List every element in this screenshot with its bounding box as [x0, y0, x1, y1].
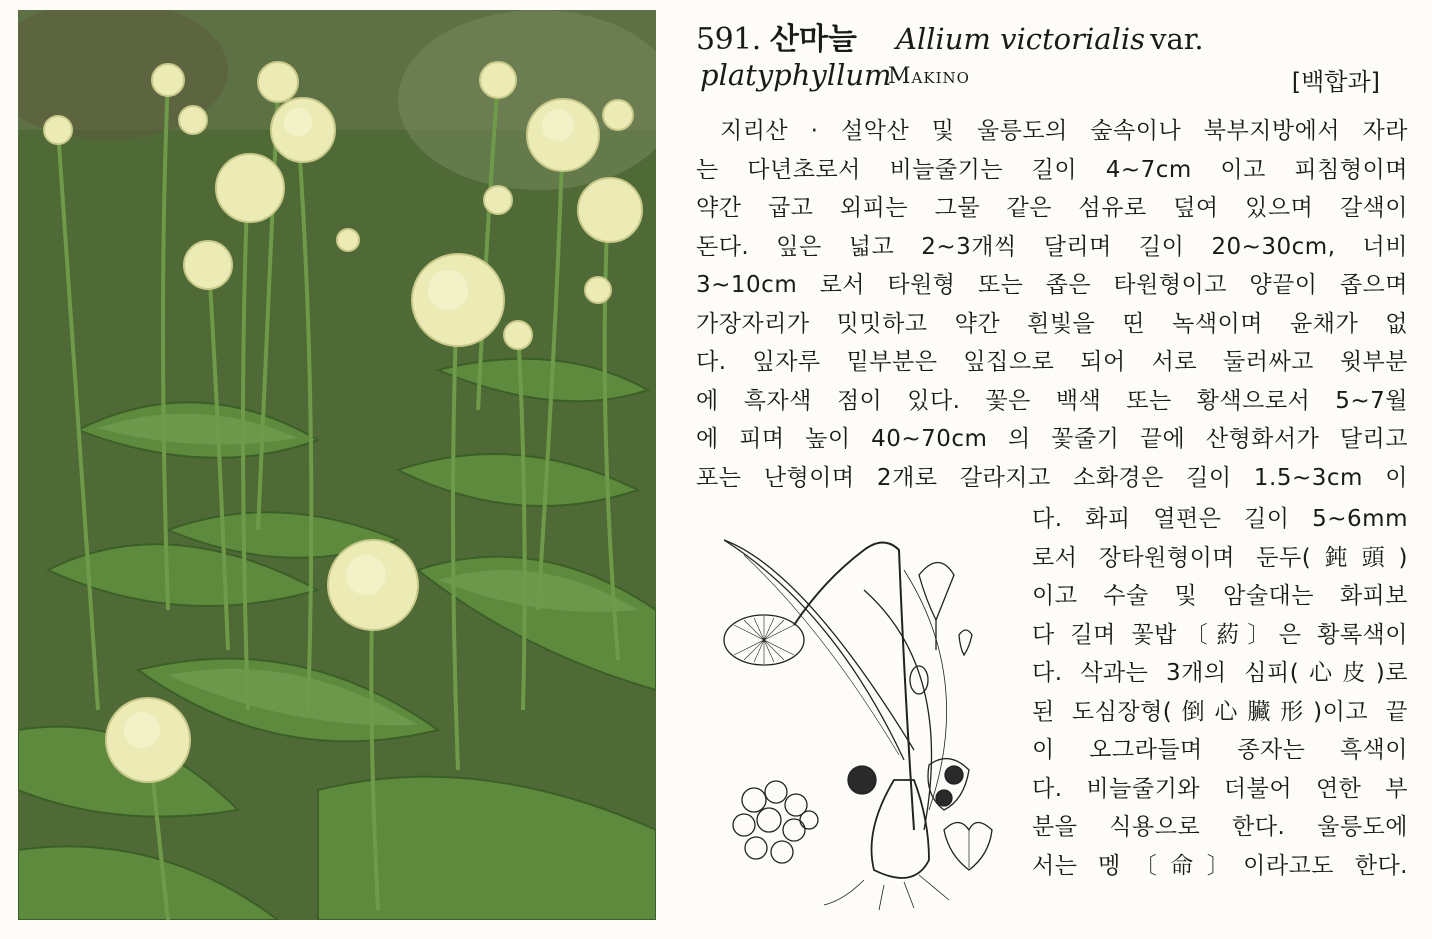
capsule-cross-section: [944, 823, 992, 871]
text-line: 분을 식용으로 한다. 울릉도에: [1032, 814, 1408, 840]
text-line: 이고 수술 및 암술대는 화피보: [1032, 583, 1408, 609]
text-line: 에 피며 높이 40~70cm 의 꽃줄기 끝에 산형화서가 달리고: [696, 426, 1408, 452]
scientific-name: Allium victorialis: [895, 22, 1145, 56]
text-line: 에 흑자색 점이 있다. 꽃은 백색 또는 황색으로서 5~7월: [696, 387, 1408, 414]
text-line: 는 다년초로서 비늘줄기는 길이 4~7cm 이고 피침형이며: [696, 156, 1408, 183]
text-line: 약간 굽고 외피는 그물 같은 섬유로 덮여 있으며 갈색이: [696, 195, 1408, 221]
text-line: 다. 잎자루 밑부분은 잎집으로 되어 서로 둘러싸고 윗부분: [696, 349, 1408, 375]
seed: [848, 766, 876, 794]
bulb: [872, 780, 930, 878]
variety-marker: var.: [1150, 22, 1204, 56]
text-line: 다 길며 꽃밥〔葯〕은 황록색이: [1032, 621, 1408, 648]
author-name: Makino: [888, 64, 970, 89]
text-line: 3~10cm 로서 타원형 또는 좁은 타원형이고 양끝이 좁으며: [696, 272, 1408, 298]
umbel-head: [724, 615, 804, 665]
text-line: 지리산 · 설악산 및 울릉도의 숲속이나 북부지방에서 자라: [720, 118, 1408, 144]
text-line: 포는 난형이며 2개로 갈라지고 소화경은 길이 1.5~3cm 이: [696, 464, 1408, 491]
text-line: 이 오그라들며 종자는 흑색이: [1032, 737, 1408, 763]
family-name: [백합과]: [1291, 68, 1380, 96]
flower-cluster: [733, 781, 818, 863]
description-full-width: [696, 112, 1408, 497]
entry-number: 591.: [696, 22, 761, 57]
variety-name: platyphyllum: [700, 58, 892, 92]
text-line: 로서 장타원형이며 둔두(鈍頭): [1032, 544, 1408, 571]
text-line: 다. 화피 열편은 길이 5~6mm: [1032, 506, 1408, 532]
text-line: 된 도심장형(倒心臟形)이고 끝: [1032, 698, 1408, 725]
text-line: 돈다. 잎은 넓고 2~3개씩 달리며 길이 20~30cm, 너비: [696, 233, 1408, 260]
wild-garlic-photo-illustration: [18, 10, 656, 920]
korean-name: 산마늘: [769, 22, 857, 57]
text-line: 다. 삭과는 3개의 심피(心皮)로: [1032, 660, 1408, 686]
text-line: 서는 멩〔命〕이라고도 한다.: [1032, 852, 1408, 879]
text-line: 다. 비늘줄기와 더불어 연한 부: [1032, 775, 1408, 802]
botanical-line-drawing: [714, 530, 1014, 915]
leaf-outline: [724, 540, 904, 760]
plant-photo: [18, 10, 656, 920]
text-line: 가장자리가 밋밋하고 약간 흰빛을 띤 녹색이며 윤채가 없: [696, 310, 1408, 337]
description-narrow-column: [1032, 500, 1408, 885]
